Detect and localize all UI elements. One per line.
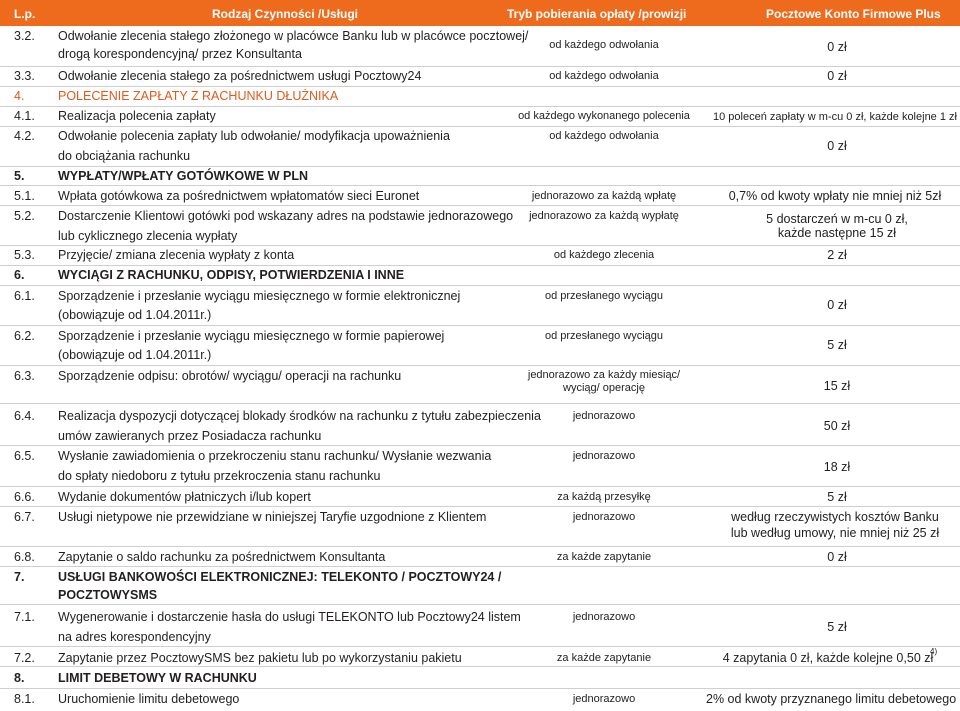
- row-fee-mode: od każdego odwołania: [549, 130, 659, 142]
- row-divider: [0, 205, 960, 206]
- row-description: Wygenerowanie i dostarczenie hasła do usługi TELEKONTO lub Pocztowy24 listem: [58, 610, 521, 624]
- row-description: Dostarczenie Klientowi gotówki pod wskazany adres na podstawie jednorazowego: [58, 209, 514, 223]
- row-description: Sporządzenie i przesłanie wyciągu miesięcznego w formie elektronicznej: [58, 289, 461, 303]
- row-fee: 5 dostarczeń w m-cu 0 zł,: [766, 212, 908, 226]
- row-fee: 0 zł: [827, 550, 847, 564]
- table-header: [0, 0, 960, 26]
- row-divider: [0, 365, 960, 366]
- row-fee-mode: od każdego odwołania: [549, 70, 659, 82]
- row-description: Realizacja polecenia zapłaty: [58, 109, 216, 123]
- row-description: Sporządzenie i przesłanie wyciągu miesięcznego w formie papierowej: [58, 329, 445, 343]
- row-fee-mode: od każdego odwołania: [549, 39, 659, 51]
- row-fee: 18 zł: [823, 460, 851, 474]
- row-fee: 2 zł: [827, 248, 847, 262]
- header-service: Rodzaj Czynności /Usługi: [212, 7, 359, 21]
- row-fee-mode: od każdego zlecenia: [553, 249, 655, 261]
- row-number: 6.3.: [14, 369, 35, 383]
- row-number: 3.2.: [14, 29, 35, 43]
- section-title: WYPŁATY/WPŁATY GOTÓWKOWE W PLN: [58, 169, 308, 183]
- row-fee: 15 zł: [823, 379, 851, 393]
- row-fee: 0 zł: [827, 298, 847, 312]
- row-divider: [0, 66, 960, 67]
- row-fee: 5 zł: [827, 338, 847, 352]
- row-fee-mode: jednorazowo za każdą wypłatę: [529, 210, 679, 222]
- row-description: Usługi nietypowe nie przewidziane w niniejszej Taryfie uzgodnione z Klientem: [58, 510, 487, 524]
- row-divider: [0, 106, 960, 107]
- section-number: 4.: [14, 89, 25, 103]
- footnote-marker: 4): [930, 647, 938, 656]
- row-number: 5.3.: [14, 248, 35, 262]
- row-fee-mode: od przesłanego wyciągu: [544, 330, 664, 342]
- row-description: do spłaty niedoboru z tytułu przekroczenia stanu rachunku: [58, 469, 381, 483]
- row-description: lub cyklicznego zlecenia wypłaty: [58, 229, 238, 243]
- row-divider: [0, 666, 960, 667]
- row-description: Odwołanie zlecenia stałego za pośrednictwem usługi Pocztowy24: [58, 69, 422, 83]
- row-fee-mode: jednorazowo: [572, 693, 636, 705]
- row-divider: [0, 245, 960, 246]
- row-fee: 0 zł: [827, 69, 847, 83]
- row-number: 6.1.: [14, 289, 35, 303]
- row-divider: [0, 646, 960, 647]
- row-divider: [0, 285, 960, 286]
- header-account: Pocztowe Konto Firmowe Plus: [766, 7, 941, 21]
- row-description: do obciążania rachunku: [58, 149, 191, 163]
- section-number: 8.: [14, 671, 25, 685]
- row-fee-mode: jednorazowo za każdy miesiąc/: [527, 369, 681, 381]
- row-fee: według rzeczywistych kosztów Banku: [731, 510, 939, 524]
- row-number: 5.2.: [14, 209, 35, 223]
- row-number: 6.8.: [14, 550, 35, 564]
- row-fee-mode: od każdego wykonanego polecenia: [518, 110, 690, 122]
- header-mode: Tryb pobierania opłaty /prowizji: [507, 7, 687, 21]
- row-fee: 0 zł: [827, 40, 847, 54]
- row-description: Wpłata gotówkowa za pośrednictwem wpłatomatów sieci Euronet: [58, 189, 420, 203]
- row-divider: [0, 604, 960, 605]
- row-fee-mode: za każde zapytanie: [556, 652, 652, 664]
- section-title: WYCIĄGI Z RACHUNKU, ODPISY, POTWIERDZENIA I INNE: [58, 268, 405, 282]
- row-number: 4.1.: [14, 109, 35, 123]
- row-description: Zapytanie o saldo rachunku za pośrednictwem Konsultanta: [58, 550, 386, 564]
- section-title: USŁUGI BANKOWOŚCI ELEKTRONICZNEJ: TELEKONTO / POCZTOWY24 /: [58, 570, 502, 584]
- row-number: 6.7.: [14, 510, 35, 524]
- row-description: Przyjęcie/ zmiana zlecenia wypłaty z konta: [58, 248, 295, 262]
- row-number: 6.5.: [14, 449, 35, 463]
- section-title: LIMIT DEBETOWY W RACHUNKU: [58, 671, 257, 685]
- row-fee: 5 zł: [827, 620, 847, 634]
- row-fee: 5 zł: [827, 490, 847, 504]
- row-fee: 4 zapytania 0 zł, każde kolejne 0,50 zł: [722, 651, 934, 665]
- row-description: Wysłanie zawiadomienia o przekroczeniu stanu rachunku/ Wysłanie wezwania: [58, 449, 492, 463]
- row-fee-mode: za każde zapytanie: [556, 551, 652, 563]
- section-number: 6.: [14, 268, 25, 282]
- section-title: POCZTOWYSMS: [58, 588, 158, 602]
- row-fee-mode: jednorazowo za każdą wpłatę: [531, 190, 677, 202]
- row-divider: [0, 486, 960, 487]
- row-fee: 2% od kwoty przyznanego limitu debetowego: [706, 692, 957, 706]
- row-number: 8.1.: [14, 692, 35, 706]
- row-description: Uruchomienie limitu debetowego: [58, 692, 240, 706]
- row-number: 6.4.: [14, 409, 35, 423]
- row-divider: [0, 403, 960, 404]
- row-divider: [0, 126, 960, 127]
- row-fee-mode: za każdą przesyłkę: [557, 491, 651, 503]
- row-fee: każde następne 15 zł: [777, 226, 897, 240]
- row-fee: 50 zł: [823, 419, 851, 433]
- row-description: Zapytanie przez PocztowySMS bez pakietu lub po wykorzystaniu pakietu: [58, 651, 462, 665]
- row-divider: [0, 688, 960, 689]
- row-number: 7.1.: [14, 610, 35, 624]
- row-divider: [0, 185, 960, 186]
- row-description: Odwołanie zlecenia stałego złożonego w placówce Banku lub w placówce pocztowej/: [58, 29, 529, 43]
- row-description: Wydanie dokumentów płatniczych i/lub kopert: [58, 490, 311, 504]
- row-fee-mode: jednorazowo: [572, 410, 636, 422]
- row-description: na adres korespondencyjny: [58, 630, 211, 644]
- row-description: Odwołanie polecenia zapłaty lub odwołanie/ modyfikacja upoważnienia: [58, 129, 450, 143]
- row-fee: 0,7% od kwoty wpłaty nie mniej niż 5zł: [728, 189, 942, 203]
- row-number: 5.1.: [14, 189, 35, 203]
- row-divider: [0, 566, 960, 567]
- header-lp: L.p.: [14, 7, 36, 21]
- row-number: 6.2.: [14, 329, 35, 343]
- row-number: 4.2.: [14, 129, 35, 143]
- row-description: umów zawieranych przez Posiadacza rachunku: [58, 429, 322, 443]
- row-description: (obowiązuje od 1.04.2011r.): [58, 348, 212, 362]
- row-divider: [0, 546, 960, 547]
- section-number: 7.: [14, 570, 25, 584]
- row-fee-mode: jednorazowo: [572, 611, 636, 623]
- row-fee-mode: od przesłanego wyciągu: [544, 290, 664, 302]
- row-description: drogą korespondencyjną/ przez Konsultanta: [58, 47, 302, 61]
- row-fee-mode: jednorazowo: [572, 511, 636, 523]
- section-number: 5.: [14, 169, 25, 183]
- row-description: Realizacja dyspozycji dotyczącej blokady środków na rachunku z tytułu zabezpieczenia: [58, 409, 541, 423]
- row-divider: [0, 445, 960, 446]
- row-fee: 0 zł: [827, 139, 847, 153]
- row-divider: [0, 265, 960, 266]
- row-divider: [0, 86, 960, 87]
- row-divider: [0, 325, 960, 326]
- row-fee: 10 poleceń zapłaty w m-cu 0 zł, każde kolejne 1 zł: [713, 111, 957, 123]
- row-fee-mode: wyciąg/ operację: [563, 382, 645, 394]
- row-description: (obowiązuje od 1.04.2011r.): [58, 308, 212, 322]
- row-number: 3.3.: [14, 69, 35, 83]
- row-fee: lub według umowy, nie mniej niż 25 zł: [730, 526, 940, 540]
- row-description: Sporządzenie odpisu: obrotów/ wyciągu/ operacji na rachunku: [58, 369, 402, 383]
- row-number: 6.6.: [14, 490, 35, 504]
- row-fee-mode: jednorazowo: [572, 450, 636, 462]
- row-divider: [0, 166, 960, 167]
- row-number: 7.2.: [14, 651, 35, 665]
- row-divider: [0, 506, 960, 507]
- section-title: POLECENIE ZAPŁATY Z RACHUNKU DŁUŻNIKA: [58, 89, 339, 103]
